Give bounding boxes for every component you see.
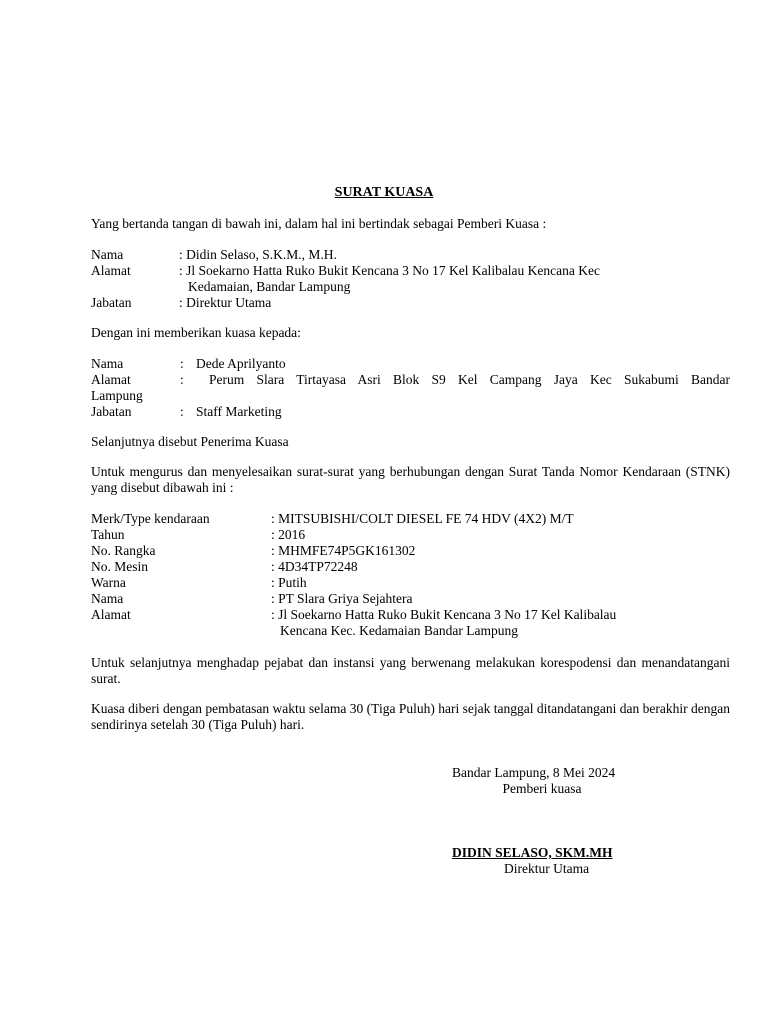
vehicle-row-value: : 4D34TP72248 xyxy=(271,559,358,574)
receiver-address-sep: : xyxy=(180,372,184,387)
signature-name: DIDIN SELASO, SKM.MH xyxy=(452,845,613,860)
vehicle-address-cont: Kencana Kec. Kedamaian Bandar Lampung xyxy=(280,623,519,638)
receiver-name-value: Dede Aprilyanto xyxy=(196,356,286,371)
receiver-address-value-cont: Lampung xyxy=(91,388,143,403)
receiver-name-sep: : xyxy=(180,356,184,371)
vehicle-row-value: : Jl Soekarno Hatta Ruko Bukit Kencana 3 No 17 Kel Kalibalau xyxy=(271,607,617,622)
giver-address-value: : Jl Soekarno Hatta Ruko Bukit Kencana 3 No 17 Kel Kalibalau Kencana Kec xyxy=(179,263,600,278)
vehicle-row-label: Warna xyxy=(91,575,126,590)
receiver-position-sep: : xyxy=(180,404,184,419)
giver-position-value: : Direktur Utama xyxy=(179,295,272,310)
vehicle-row-value: : PT Slara Griya Sejahtera xyxy=(271,591,413,606)
vehicle-row-value: : MITSUBISHI/COLT DIESEL FE 74 HDV (4X2) M/T xyxy=(271,511,574,526)
validity-paragraph: Kuasa diberi dengan pembatasan waktu selama 30 (Tiga Puluh) hari sejak tanggal ditandatangani dan berakhir dengan sendirinya setelah 30 (Tiga Puluh) hari. xyxy=(91,701,730,732)
meet-paragraph: Untuk selanjutnya menghadap pejabat dan instansi yang berwenang melakukan korespodensi dan menandatangani surat. xyxy=(91,655,730,686)
giver-position-label: Jabatan xyxy=(91,295,132,310)
giver-address-label: Alamat xyxy=(91,263,131,278)
vehicle-row-value: : Putih xyxy=(271,575,307,590)
vehicle-row-label: Tahun xyxy=(91,527,125,542)
vehicle-row-label: No. Mesin xyxy=(91,559,148,574)
signature-place-date: Bandar Lampung, 8 Mei 2024 xyxy=(452,765,616,780)
vehicle-row-label: No. Rangka xyxy=(91,543,156,558)
receiver-position-label: Jabatan xyxy=(91,404,132,419)
giver-name-label: Nama xyxy=(91,247,124,262)
receiver-name-label: Nama xyxy=(91,356,124,371)
vehicle-row-value: : MHMFE74P5GK161302 xyxy=(271,543,416,558)
vehicle-row-label: Alamat xyxy=(91,607,131,622)
page-title: SURAT KUASA xyxy=(334,185,434,200)
signature-role: Pemberi kuasa xyxy=(502,781,582,796)
giver-address-value-cont: Kedamaian, Bandar Lampung xyxy=(188,279,351,294)
giver-name-value: : Didin Selaso, S.K.M., M.H. xyxy=(179,247,337,262)
vehicle-row-label: Merk/Type kendaraan xyxy=(91,511,210,526)
signature-position: Direktur Utama xyxy=(504,861,590,876)
receiver-alias-text: Selanjutnya disebut Penerima Kuasa xyxy=(91,434,289,449)
intro-text: Yang bertanda tangan di bawah ini, dalam hal ini bertindak sebagai Pemberi Kuasa : xyxy=(91,216,547,231)
purpose-paragraph: Untuk mengurus dan menyelesaikan surat-surat yang berhubungan dengan Surat Tanda Nomor Kendaraan (STNK) yang disebut dibawah ini : xyxy=(91,464,730,495)
grant-text: Dengan ini memberikan kuasa kepada: xyxy=(91,325,301,340)
receiver-address-value: Perum Slara Tirtayasa Asri Blok S9 Kel Campang Jaya Kec Sukabumi Bandar xyxy=(209,372,730,387)
vehicle-row-label: Nama xyxy=(91,591,124,606)
receiver-address-label: Alamat xyxy=(91,372,131,387)
receiver-position-value: Staff Marketing xyxy=(196,404,282,419)
vehicle-row-value: : 2016 xyxy=(271,527,306,542)
